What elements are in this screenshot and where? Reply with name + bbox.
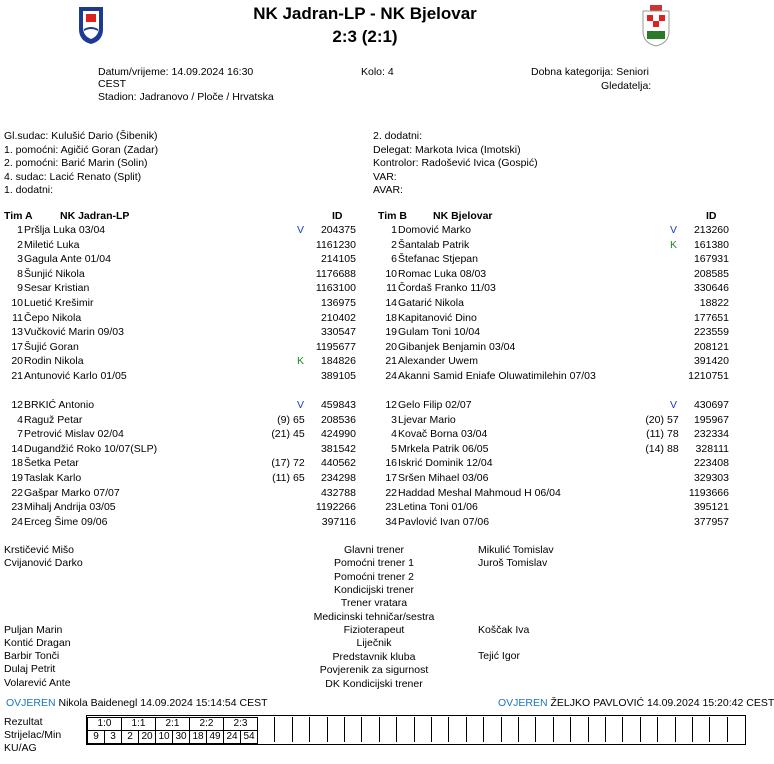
player-id: 459843 [320,399,356,411]
player-number: 12 [11,399,23,411]
goalkeeper-mark: V [670,399,678,411]
player-name: Domović Marko [398,224,471,236]
player-number: 2 [391,238,397,251]
substitution-minute: 65 [293,472,305,484]
player-number: 5 [391,442,397,455]
scorer-cell: 49 [206,730,224,744]
empty-cell [727,717,744,742]
player-number: 10 [11,297,23,309]
player-id: 391420 [693,355,729,368]
staff-a-assistant-coach: Cvijanović Darko [4,557,83,569]
player-name: BRKIĆ Antonio [24,399,95,411]
player-id: 208585 [693,267,729,280]
age-category: Dobna kategorija: Seniori [531,66,649,78]
scorer-cell: 20 [138,730,156,744]
player-number: 8 [17,267,23,280]
player-name: Čordaš Franko 11/03 [398,282,496,295]
verification-left [6,697,268,709]
team-b-name: NK Bjelovar [433,210,493,222]
staff-role: Pomoćni trener 2 [334,570,414,583]
player-number: 21 [11,370,23,382]
player-id: 232334 [693,428,729,441]
match-timezone: CEST [98,78,127,90]
scorer-cell: 54 [240,730,258,744]
player-number: 17 [385,472,397,484]
player-number: 9 [17,282,23,295]
player-name: Čepo Nikola [24,311,82,324]
empty-cell [292,717,309,742]
substitution-for: (20) [645,413,664,426]
player-name: Romac Luka 08/03 [398,267,487,280]
empty-cell [361,717,378,742]
empty-cell [448,717,465,742]
staff-a-head-coach: Krstičević Mišo [4,544,75,556]
player-id: 389105 [320,370,356,382]
player-number: 20 [385,340,397,353]
empty-cell [535,717,552,742]
player-id: 204375 [320,224,356,236]
player-number: 13 [11,326,23,339]
scorer-cell: 2 [121,730,139,744]
player-id: 1176688 [315,267,356,280]
player-number: 3 [391,413,397,426]
player-name: Taslak Karlo [24,472,82,484]
empty-cell [657,717,674,742]
player-name: Antunović Karlo 01/05 [24,370,127,382]
player-id: 430697 [693,399,729,411]
staff-b-club-rep: Tejić Igor [478,650,521,662]
staff-a-doctor: Kontić Dragan [4,637,71,649]
score-cell: 2:3 [223,717,258,730]
player-id: 213260 [693,224,729,236]
player-id: 223559 [693,326,729,339]
player-id: 223408 [693,457,729,470]
player-name: Petrović Mislav 02/04 [24,428,124,441]
player-name: Kovač Borna 03/04 [398,428,488,441]
player-number: 18 [11,457,23,470]
player-name: Rodin Nikola [24,355,84,368]
empty-cell [640,717,657,742]
player-id: 1193666 [688,486,729,499]
player-number: 4 [17,413,23,426]
team-b-id-header: ID [706,210,717,222]
player-name: Haddad Meshal Mahmoud H 06/04 [398,486,561,499]
staff-role: Glavni trener [343,544,405,556]
empty-cell [570,717,587,742]
substitution-for: (11) [646,428,664,441]
player-number: 4 [391,428,397,441]
player-number: 11 [386,282,397,295]
player-number: 22 [11,486,23,499]
empty-cell [501,717,518,742]
player-number: 3 [17,253,23,266]
player-name: Šunjić Nikola [24,267,85,280]
staff-a-physio: Puljan Marin [4,624,63,636]
staff-role: Trener vratara [340,597,408,610]
score-cell: 1:0 [87,717,122,730]
match-round: Kolo: 4 [361,66,394,78]
player-id: 167931 [693,253,729,266]
player-id: 210402 [320,311,356,324]
substitution-for: (14) [645,442,664,455]
player-name: Gatarić Nikola [398,297,464,309]
empty-cell [692,717,709,742]
player-id: 432788 [320,486,356,499]
player-number: 18 [385,311,397,324]
empty-cell [709,717,726,742]
player-name: Gašpar Marko 07/07 [24,486,120,499]
player-name: Erceg Šime 09/06 [24,515,108,528]
staff-b-assistant-coach: Juroš Tomislav [478,557,548,569]
scorer-cell: 10 [155,730,173,744]
result-label: Rezultat [4,716,43,728]
player-id: 177651 [693,311,729,324]
staff-role: Povjerenik za sigurnost [319,664,429,677]
player-name: Pršlja Luka 03/04 [24,224,106,236]
official-left-line: 1. dodatni: [4,184,54,196]
player-name: Kapitanović Dino [398,311,477,324]
player-id: 424990 [320,428,356,441]
official-right-line: Delegat: Markota Ivica (Imotski) [373,143,521,156]
player-number: 22 [385,486,397,499]
player-name: Mrkela Patrik 06/05 [398,442,489,455]
empty-cell [518,717,535,742]
player-id: 1192266 [315,501,356,514]
substitution-minute: 88 [667,442,679,455]
player-name: Pavlović Ivan 07/06 [398,515,490,528]
player-number: 19 [11,472,23,484]
player-id: 377957 [693,515,729,528]
scorer-cell: 3 [104,730,122,744]
player-id: 195967 [693,413,729,426]
official-right-line: Kontrolor: Radošević Ivica (Gospić) [373,157,538,169]
empty-cell [414,717,431,742]
team-a-id-header: ID [332,210,343,222]
player-number: 10 [385,267,397,280]
empty-cell [344,717,361,742]
scorer-label: Strijelac/Min [4,729,62,741]
spectators: Gledatelja: [601,80,652,92]
player-name: Mihalj Andrija 03/05 [24,501,116,514]
player-number: 1 [17,224,23,236]
official-right-line: 2. dodatni: [373,130,423,142]
player-id: 1195677 [315,340,356,353]
empty-cell [274,717,291,742]
empty-cell [553,717,570,742]
scorer-cell: 30 [172,730,190,744]
substitution-for: (17) [271,457,290,470]
player-number: 11 [12,311,23,324]
player-id: 136975 [320,297,356,309]
player-id: 440562 [320,457,356,470]
player-number: 23 [385,501,397,514]
player-id: 329303 [693,472,729,484]
player-number: 23 [11,501,23,514]
score-cell: 2:1 [155,717,190,730]
staff-role: Fizioterapeut [343,624,405,637]
empty-cell [309,717,326,742]
player-name: Gelo Filip 02/07 [398,399,472,411]
player-id: 330646 [693,282,729,295]
player-name: Štefanac Stjepan [398,253,478,266]
official-left-line: 2. pomoćni: Barić Marin (Solin) [4,157,148,169]
player-id: 214105 [320,253,356,266]
player-name: Sesar Kristian [24,282,90,295]
player-id: 328111 [695,442,729,455]
player-id: 18822 [699,297,729,309]
player-name: Šetka Petar [24,457,79,470]
player-name: Šantalab Patrik [398,238,470,251]
staff-b-head-coach: Mikulić Tomislav [478,544,554,556]
player-number: 14 [385,297,397,309]
player-name: Vučković Marin 09/03 [24,326,124,339]
player-number: 7 [17,428,23,441]
player-number: 34 [385,515,397,528]
official-right-line: VAR: [373,170,397,183]
substitution-for: (11) [272,472,290,484]
empty-cell [622,717,639,742]
player-name: Gibanjek Benjamin 03/04 [398,340,516,353]
goalkeeper-mark: V [297,224,305,236]
match-title: NK Jadran-LP - NK Bjelovar [253,4,477,23]
staff-role: Liječnik [356,637,392,650]
substitution-minute: 72 [293,457,305,470]
staff-role: Kondicijski trener [334,584,414,597]
player-name: Šujić Goran [24,340,79,353]
player-id: 330547 [320,326,356,339]
player-name: Letina Toni 01/06 [398,501,478,514]
home-club-logo [78,5,104,48]
player-name: Alexander Uwem [398,355,478,368]
staff-role: Predstavnik kluba [332,650,416,663]
goalkeeper-mark: V [297,399,305,411]
empty-cell [588,717,605,742]
scorer-cell: 24 [223,730,241,744]
official-left-line: 1. pomoćni: Agičić Goran (Zadar) [4,143,159,156]
player-id: 184826 [320,355,356,368]
player-name: Raguž Petar [24,413,83,426]
verified-text: Nikola Baidenegl 14.09.2024 15:14:54 CEST [58,697,268,709]
empty-cell [466,717,483,742]
score-cell: 2:2 [189,717,224,730]
player-name: Iskrić Dominik 12/04 [398,457,493,470]
player-number: 12 [385,399,397,411]
player-id: 234298 [320,472,356,484]
team-a-name: NK Jadran-LP [60,210,130,222]
player-name: Dugandžić Roko 10/07(SLP) [24,442,158,455]
substitution-for: (9) [277,413,290,426]
scorer-cell: 9 [87,730,105,744]
match-score: 2:3 (2:1) [332,27,398,46]
player-id: 1210751 [688,370,729,382]
player-id: 381542 [320,442,356,455]
player-number: 24 [11,515,23,528]
ku-ag-label: KU/AG [4,742,37,754]
scorer-cell: 18 [189,730,207,744]
staff-role: Pomoćni trener 1 [334,557,414,570]
player-name: Gagula Ante 01/04 [24,253,111,266]
score-cell: 1:1 [121,717,156,730]
staff-a-security: Dulaj Petrit [4,663,56,675]
empty-cell [605,717,622,742]
player-number: 1 [391,224,397,236]
player-name: Sršen Mihael 03/06 [398,472,489,484]
verified-text: ŽELJKO PAVLOVIĆ 14.09.2024 15:20:42 CEST [550,697,774,709]
match-stadium: Stadion: Jadranovo / Ploče / Hrvatska [98,91,274,103]
empty-cell [431,717,448,742]
player-number: 17 [11,340,23,353]
verification-right [498,697,774,709]
player-number: 16 [385,457,397,470]
player-id: 397116 [321,515,356,528]
player-id: 1163100 [315,282,356,295]
staff-role: DK Kondicijski trener [325,677,423,690]
official-left-line: Gl.sudac: Kulušić Dario (Šibenik) [4,130,158,142]
player-name: Miletić Luka [24,238,80,251]
player-number: 6 [391,253,397,266]
player-number: 20 [11,355,23,368]
empty-cell [257,717,274,742]
staff-a-dk-coach: Volarević Ante [4,677,71,689]
away-club-logo [641,5,671,50]
substitution-minute: 65 [293,413,305,426]
team-b-label: Tim B [378,210,407,222]
substitution-minute: 78 [667,428,679,441]
player-number: 24 [385,370,397,382]
player-id: 161380 [693,238,729,251]
player-id: 208121 [693,340,729,353]
player-id: 1161230 [315,238,356,251]
substitution-for: (21) [271,428,290,441]
player-name: Gulam Toni 10/04 [398,326,481,339]
staff-b-physio: Koščak Iva [478,624,530,636]
player-name: Akanni Samid Eniafe Oluwatimilehin 07/03 [398,370,596,382]
player-number: 19 [385,326,397,339]
captain-mark: K [670,238,678,251]
player-name: Luetić Krešimir [24,297,94,309]
player-number: 14 [11,442,23,455]
player-number: 21 [385,355,397,368]
player-id: 208536 [320,413,356,426]
substitution-minute: 57 [667,413,679,426]
team-a-label: Tim A [4,210,33,222]
verified-label: OVJEREN [498,697,548,709]
empty-cell [675,717,692,742]
staff-role: Medicinski tehničar/sestra [313,610,435,623]
official-left-line: 4. sudac: Lacić Renato (Split) [4,170,142,183]
captain-mark: K [297,355,305,368]
player-id: 395121 [693,501,729,514]
empty-cell [483,717,500,742]
official-right-line: AVAR: [373,184,403,196]
goalkeeper-mark: V [670,224,678,236]
substitution-minute: 45 [293,428,305,441]
match-datetime: Datum/vrijeme: 14.09.2024 16:30 [98,66,254,78]
empty-cell [379,717,396,742]
staff-a-club-rep: Barbir Tonči [4,650,60,662]
empty-cell [327,717,344,742]
empty-cell [396,717,413,742]
player-number: 2 [17,238,23,251]
player-name: Ljevar Mario [398,413,456,426]
verified-label: OVJEREN [6,697,56,709]
